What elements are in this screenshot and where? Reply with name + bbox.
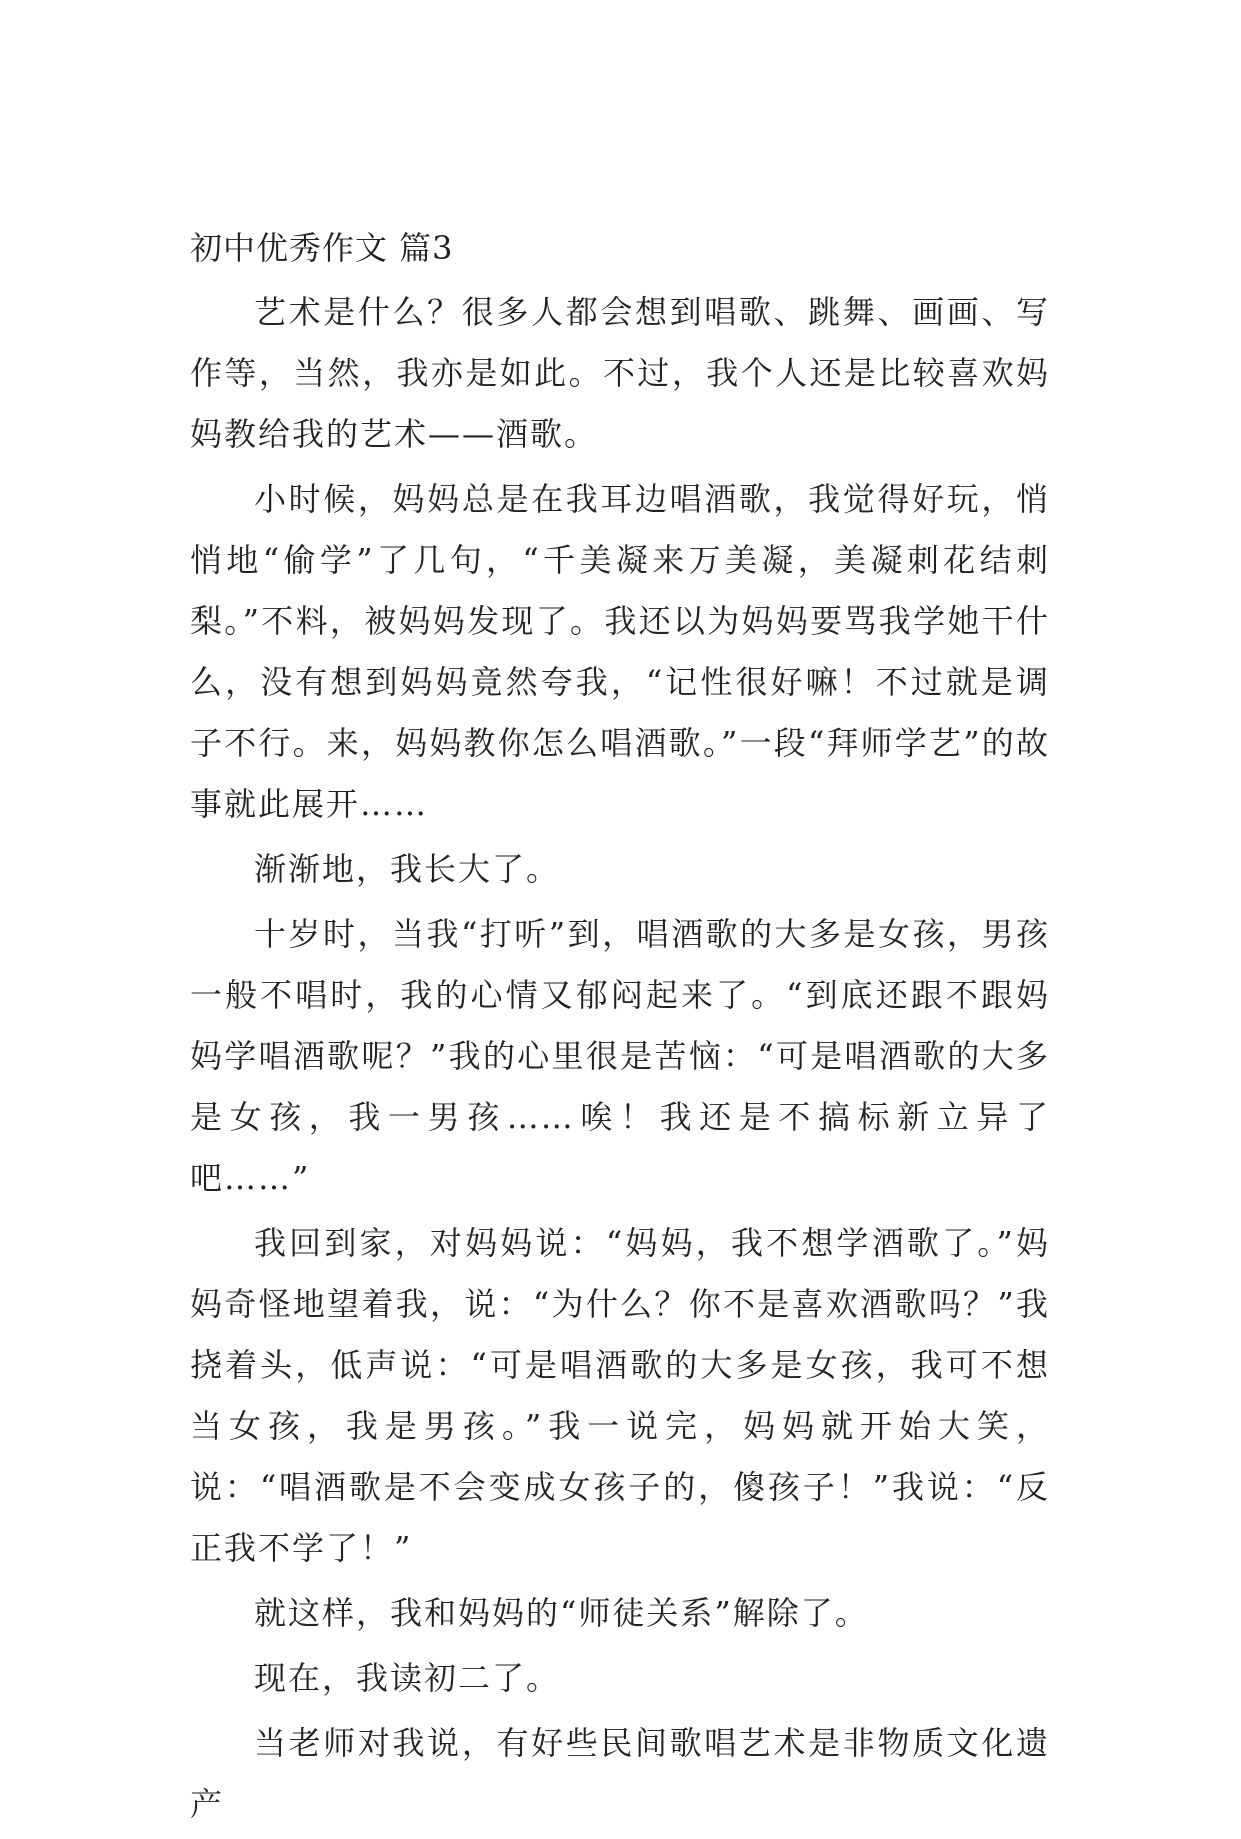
paragraph-3: 渐渐地，我长大了。 [254, 850, 561, 888]
document-page [190, 220, 1050, 1839]
paragraph-5: 我回到家，对妈妈说：“妈妈，我不想学酒歌了。”妈妈奇怪地望着我，说：“为什么？你不是喜欢酒歌吗？”我挠着头，低声说：“可是唱酒歌的大多是女孩，我可不想当女孩，我是男孩。”我一说完，妈妈就开始大笑，说：“唱酒歌是不会变成女孩子的，傻孩子！”我说：“反正我不学了！” [190, 1224, 1050, 1567]
paragraph-7: 现在，我读初二了。 [254, 1659, 561, 1697]
paragraph-1: 艺术是什么？很多人都会想到唱歌、跳舞、画画、写作等，当然，我亦是如此。不过，我个人还是比较喜欢妈妈教给我的艺术——酒歌。 [190, 293, 1050, 453]
paragraph-2: 小时候，妈妈总是在我耳边唱酒歌，我觉得好玩，悄悄地“偷学”了几句，“千美凝来万美凝，美凝刺花结刺梨。”不料，被妈妈发现了。我还以为妈妈要骂我学她干什么，没有想到妈妈竟然夸我，“记性很好嘛！不过就是调子不行。来，妈妈教你怎么唱酒歌。”一段“拜师学艺”的故事就此展开…… [190, 480, 1050, 823]
paragraph-4: 十岁时，当我“打听”到，唱酒歌的大多是女孩，男孩一般不唱时，我的心情又郁闷起来了。“到底还跟不跟妈妈学唱酒歌呢？”我的心里很是苦恼：“可是唱酒歌的大多是女孩，我一男孩……唉！我还是不搞标新立异了吧……” [190, 915, 1050, 1197]
paragraph-8: 当老师对我说，有好些民间歌唱艺术是非物质文化遗产 [190, 1724, 1050, 1823]
document-title: 初中优秀作文 篇3 [190, 229, 454, 267]
paragraph-6: 就这样，我和妈妈的“师徒关系”解除了。 [254, 1594, 869, 1632]
